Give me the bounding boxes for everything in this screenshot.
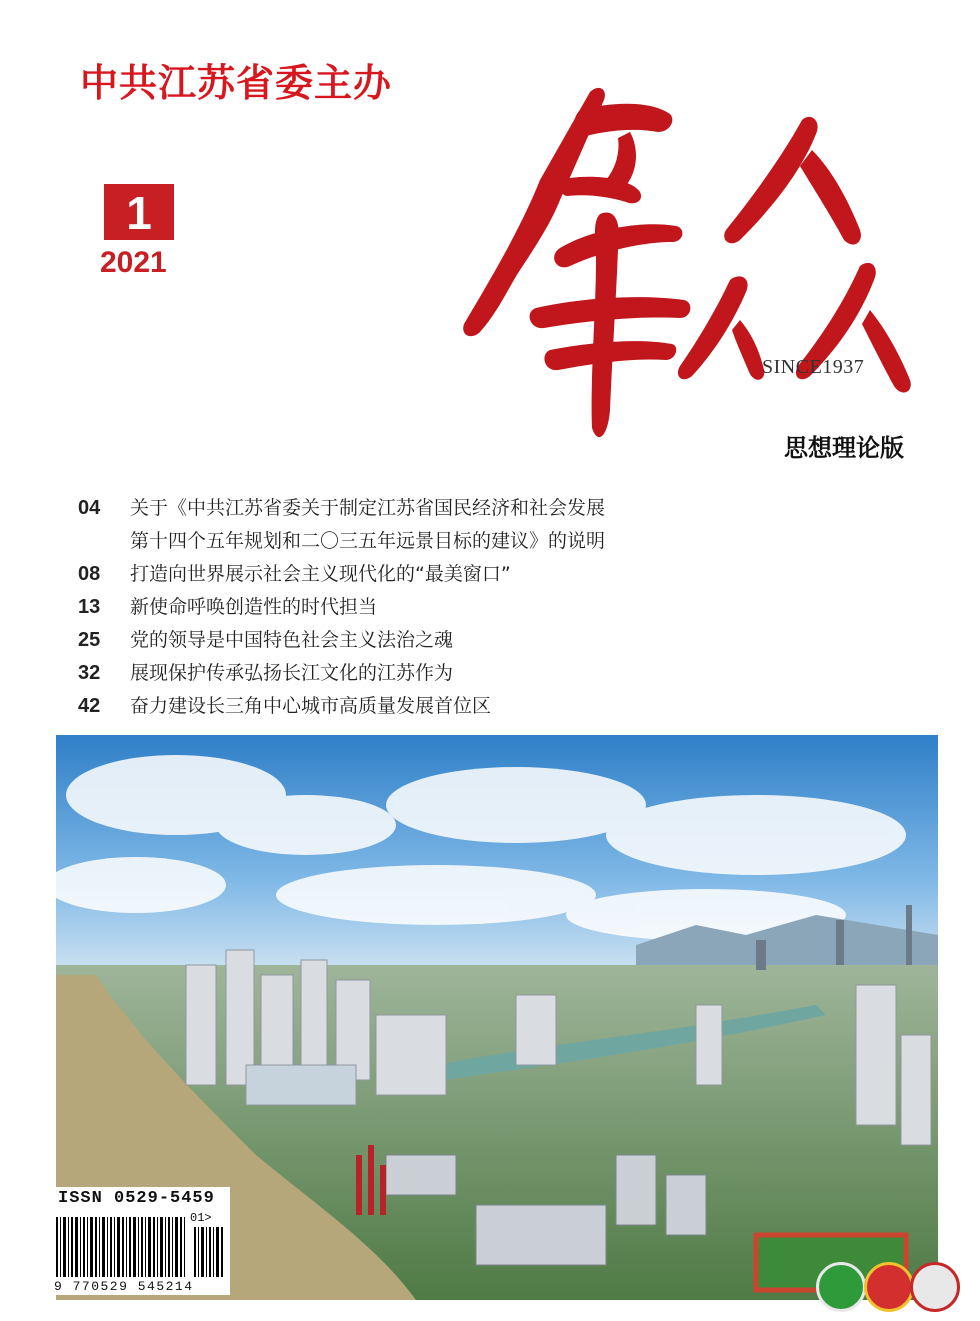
issue-year: 2021	[100, 246, 167, 279]
book-logo-icon	[910, 1262, 960, 1312]
toc-title-line: 展现保护传承弘扬长江文化的江苏作为	[130, 662, 454, 684]
toc-item	[78, 492, 678, 558]
toc-page-number: 13	[78, 596, 101, 618]
toc-title-line: 党的领导是中国特色社会主义法治之魂	[130, 629, 454, 651]
barcode-number: 9 770529 545214	[54, 1279, 194, 1294]
edition-label: 思想理论版	[784, 434, 904, 462]
issn-barcode-block	[50, 1187, 230, 1295]
toc-item	[78, 591, 678, 624]
toc-item	[78, 624, 678, 657]
emblem-logo-icon	[864, 1262, 914, 1312]
toc-page-number: 25	[78, 629, 101, 651]
toc-page-number: 42	[78, 695, 101, 717]
since-label: SINCE1937	[762, 356, 865, 378]
masthead-calligraphy	[440, 80, 940, 460]
toc-title-line: 新使命呼唤创造性的时代担当	[130, 596, 378, 618]
issue-number: 1	[104, 184, 174, 240]
toc-item	[78, 657, 678, 690]
green-circle-logo-icon	[816, 1262, 866, 1312]
barcode-addon: 01>	[190, 1211, 212, 1225]
toc-page-number: 32	[78, 662, 101, 684]
issn-label: ISSN 0529-5459	[58, 1189, 215, 1208]
barcode	[56, 1217, 226, 1277]
toc-page-number: 08	[78, 563, 101, 585]
toc-title-line: 第十四个五年规划和二〇三五年远景目标的建议》的说明	[130, 530, 606, 552]
toc-title-line: 打造向世界展示社会主义现代化的“最美窗口”	[130, 563, 511, 585]
table-of-contents	[78, 492, 678, 723]
sponsor-line: 中共江苏省委主办	[80, 61, 393, 105]
toc-title-line: 关于《中共江苏省委关于制定江苏省国民经济和社会发展	[130, 497, 606, 519]
toc-item	[78, 558, 678, 591]
toc-title-line: 奋力建设长三角中心城市高质量发展首位区	[130, 695, 492, 717]
toc-item	[78, 690, 678, 723]
toc-page-number: 04	[78, 497, 101, 519]
